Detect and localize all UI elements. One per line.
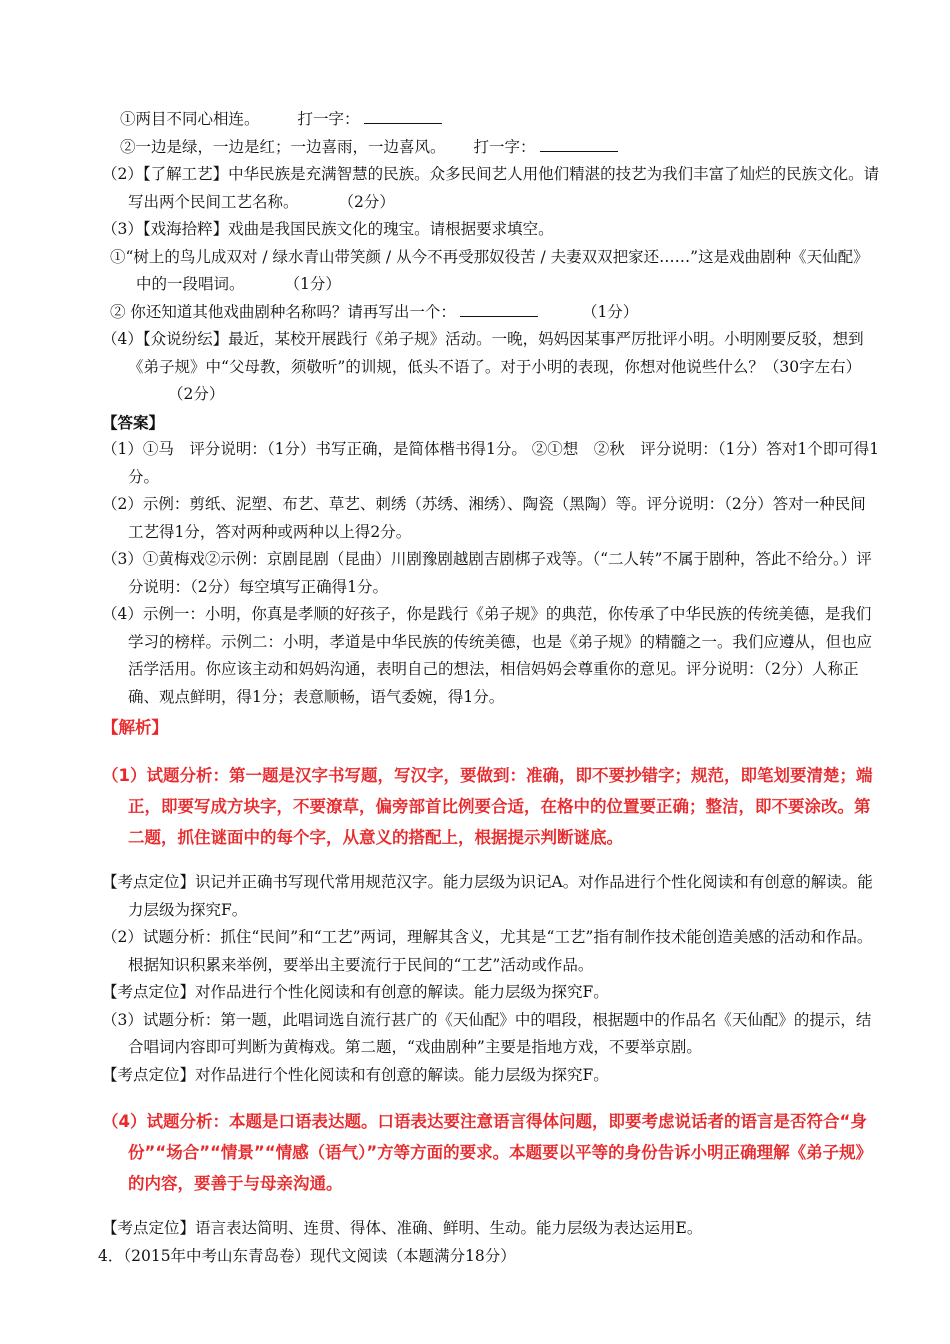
answer-blank[interactable] xyxy=(364,107,442,124)
analysis-4: （4）试题分析：本题是口语表达题。口语表达要注意语言得体问题，即要考虑说话者的语言是否符合“身份”“场合”“情景”“情感（语气）”方等方面的要求。本题要以平等的身份告诉小明正确理解《弟子规》的内容，要善于与母亲沟通。 xyxy=(102,1111,873,1193)
q1-riddle-1 xyxy=(110,106,880,134)
analysis-2: （2）试题分析：抓住“民间”和“工艺”两词，理解其含义，尤其是“工艺”指有制作技术能创造美感的活动和作品。根据知识积累来举例，要举出主要流行于民间的“工艺”活动或作品。 xyxy=(102,928,873,974)
question-3-sub-1-text: ①“树上的鸟儿成双对 / 绿水青山带笑颜 / 从今不再受那奴役苦 / 夫妻双双把家还……”这是戏曲剧种《天仙配》中的一段唱词。 xyxy=(110,247,869,293)
question-4-text: （4）【众说纷纭】最近，某校开展践行《弟子规》活动。一晚，妈妈因某事严厉批评小明。小明刚要反驳，想到《弟子规》中“父母教，须敬听”的训规，低头不语了。对于小明的表现，你想对他说些什么？（30字左右） xyxy=(102,330,864,376)
next-question-heading: 4．（2015年中考山东青岛卷）现代文阅读（本题满分18分） xyxy=(98,1246,516,1265)
answer-4: （4）示例一：小明，你真是孝顺的好孩子，你是践行《弟子规》的典范，你传承了中华民族的传统美德，是我们学习的榜样。示例二：小明，孝道是中华民族的传统美德，也是《弟子规》的精髓之一。我们应遵从，但也应活学活用。你应该主动和妈妈沟通，表明自己的想法，相信妈妈会尊重你的意见。评分说明：（2分）人称正确、观点鲜明，得1分；表意顺畅，语气委婉，得1分。 xyxy=(102,605,873,706)
key-point-2: 【考点定位】对作品进行个性化阅读和有创意的解读。能力层级为探究F。 xyxy=(102,983,609,1001)
key-point-1: 【考点定位】识记并正确书写现代常用规范汉字。能力层级为识记A。对作品进行个性化阅读和有创意的解读。能力层级为探究F。 xyxy=(102,873,873,919)
question-4-score: （2分） xyxy=(168,385,225,403)
analysis-3: （3）试题分析：第一题，此唱词选自流行甚广的《天仙配》中的唱段，根据题中的作品名《天仙配》的提示，结合唱词内容即可判断为黄梅戏。第二题，“戏曲剧种”主要是指地方戏，不要举京剧。 xyxy=(102,1010,872,1056)
question-3-sub-1-score: （1分） xyxy=(284,275,341,293)
answer-1: （1）①马 评分说明：（1分）书写正确，是简体楷书得1分。 ②①想 ②秋 评分说明：（1分）答对1个即可得1分。 xyxy=(102,440,880,486)
answer-3: （3）①黄梅戏②示例：京剧昆剧（昆曲）川剧豫剧越剧吉剧梆子戏等。（“二人转”不属于剧种，答此不给分。）评分说明：（2分）每空填写正确得1分。 xyxy=(102,550,872,596)
answer-heading: 【答案】 xyxy=(102,412,165,432)
answer-2: （2）示例：剪纸、泥塑、布艺、草艺、刺绣（苏绣、湘绣）、陶瓷（黑陶）等。评分说明：（2分）答对一种民间工艺得1分，答对两种或两种以上得2分。 xyxy=(102,495,866,541)
q1-riddle-1-text: ①两目不同心相连。 xyxy=(120,110,260,128)
question-3-title: （3）【戏海拾粹】戏曲是我国民族文化的瑰宝。请根据要求填空。 xyxy=(102,220,554,238)
analysis-heading: 【解析】 xyxy=(102,718,168,737)
q1-riddle-2-text: ②一边是绿，一边是红；一边喜雨，一边喜风。 xyxy=(120,137,446,156)
question-2 xyxy=(102,161,880,216)
key-point-4: 【考点定位】语言表达简明、连贯、得体、准确、鲜明、生动。能力层级为表达运用E。 xyxy=(102,1219,703,1237)
key-point-3: 【考点定位】对作品进行个性化阅读和有创意的解读。能力层级为探究F。 xyxy=(102,1065,609,1084)
answer-blank[interactable] xyxy=(460,300,538,317)
question-2-score: （2分） xyxy=(338,192,395,211)
question-3-sub-2 xyxy=(110,299,880,327)
q1-riddle-2 xyxy=(110,134,880,162)
question-2-text: （2）【了解工艺】中华民族是充满智慧的民族。众多民间艺人用他们精湛的技艺为我们丰富了灿烂的民族文化。请写出两个民间工艺名称。 xyxy=(102,165,880,211)
q1-riddle-2-prompt: 打一字： xyxy=(473,137,536,156)
question-3-sub-2-score: （1分） xyxy=(581,302,639,321)
q1-riddle-1-prompt: 打一字： xyxy=(297,110,360,128)
answer-blank[interactable] xyxy=(540,135,618,152)
analysis-1: （1）试题分析：第一题是汉字书写题，写汉字，要做到：准确，即不要抄错字；规范，即笔划要清楚；端正，即要写成方块字，不要潦草，偏旁部首比例要合适，在格中的位置要正确；整洁，即不要涂改。第二题，抓住谜面中的每个字，从意义的搭配上，根据提示判断谜底。 xyxy=(102,765,873,847)
question-3-sub-2-text: ② 你还知道其他戏曲剧种名称吗？请再写出一个： xyxy=(110,302,456,321)
question-3-sub-1 xyxy=(110,244,880,299)
question-4 xyxy=(102,326,880,409)
